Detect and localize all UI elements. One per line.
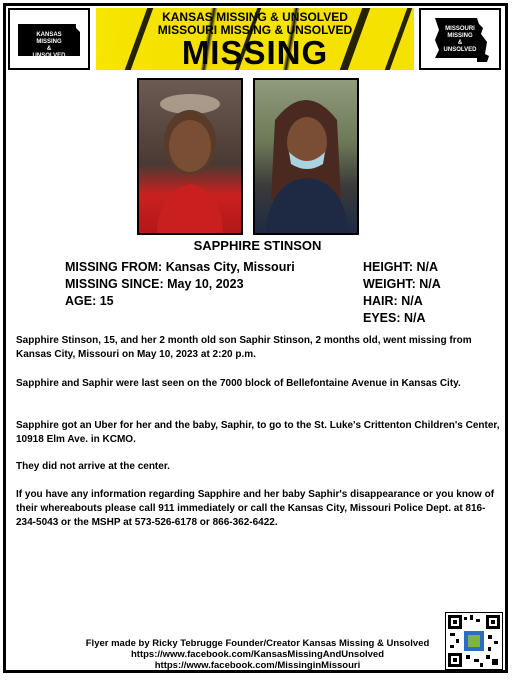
qr-code[interactable] [445,612,503,670]
kansas-logo-text: KANSAS MISSING & UNSOLVED [32,32,66,59]
kansas-facebook-link[interactable]: https://www.facebook.com/KansasMissingAndUnsolved [130,649,385,660]
paragraph-uber: Sapphire got an Uber for her and the baby, Saphir, to go to the St. Luke's Crittenton Children's Center, 10918 Elm Ave. in KCMO. [16,420,500,445]
paragraph-last-seen: Sapphire and Saphir were last seen on the 7000 block of Bellefontaine Avenue in Kansas City. [16,378,461,389]
missouri-facebook-link[interactable]: https://www.facebook.com/MissinginMissouri [154,660,361,671]
age: AGE: 15 [65,294,114,308]
missing-since: MISSING SINCE: May 10, 2023 [65,277,244,291]
paragraph-did-not-arrive: They did not arrive at the center. [16,461,170,472]
kansas-logo [8,8,90,70]
hair: HAIR: N/A [363,294,423,308]
missing-person-photo-1 [137,78,243,235]
missouri-logo-text: MISSOURI MISSING & UNSOLVED [443,26,477,53]
missouri-logo [419,8,501,70]
banner-kansas-title: KANSAS MISSING & UNSOLVED [162,10,348,24]
paragraph-summary: Sapphire Stinson, 15, and her 2 month old son Saphir Stinson, 2 months old, went missing from Kansas City, Missouri on May 10, 2023 at 2:20 p.m. [16,335,472,360]
weight: WEIGHT: N/A [363,277,441,291]
banner-missing-title: MISSING [181,34,329,70]
missing-from: MISSING FROM: Kansas City, Missouri [65,260,295,274]
paragraph-contact-info: If you have any information regarding Sapphire and her baby Saphir's disappearance or you know of their whereabouts please call 911 immediately or call the Kansas City, Missouri Police Dept. at 816-234-5043 or the MSHP at 573-526-6178 or 866-362-6422. [16,489,495,528]
flyer-header [6,6,503,72]
footer-credit: Flyer made by Ricky Tebrugge Founder/Creator Kansas Missing & Unsolved [85,638,430,649]
missing-banner [96,8,414,70]
banner-missouri-title: MISSOURI MISSING & UNSOLVED [157,23,353,37]
height: HEIGHT: N/A [363,260,438,274]
details-left [65,259,295,310]
eyes: EYES: N/A [363,311,426,325]
missing-person-name: SAPPHIRE STINSON [193,238,322,253]
missing-person-photo-2 [253,78,359,235]
details-right [363,259,441,327]
flyer-footer [0,638,515,671]
